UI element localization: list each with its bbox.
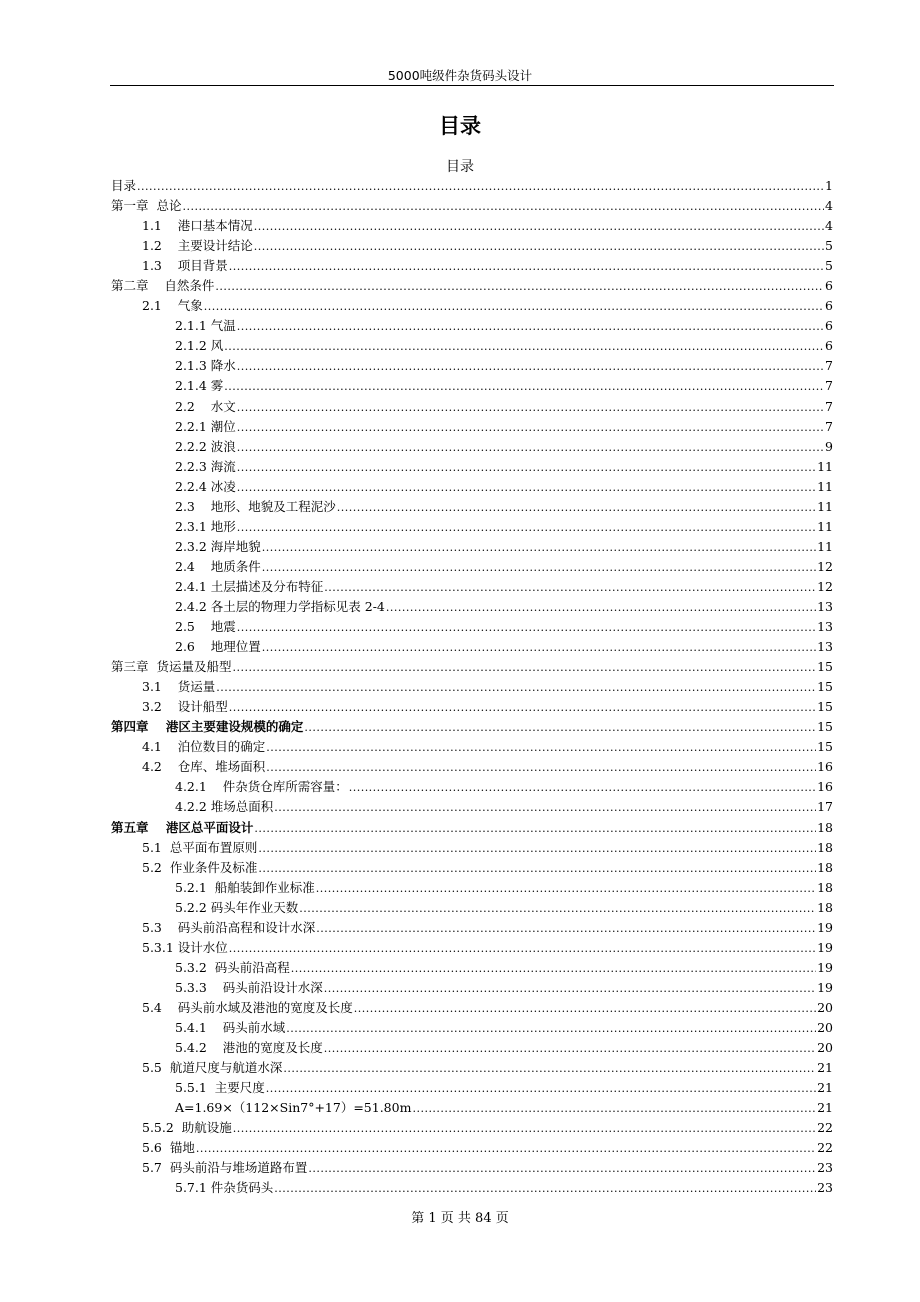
- header-divider: [110, 85, 834, 86]
- toc-leader-dots: [386, 598, 816, 617]
- toc-entry-page: 5: [825, 258, 833, 274]
- toc-leader-dots: [254, 217, 824, 236]
- toc-entry-label: 4.1 泊位数目的确定: [142, 739, 266, 755]
- toc-entry-label: 4.2.1 件杂货仓库所需容量：: [175, 779, 348, 795]
- toc-entry-label: 2.2.3 海流: [175, 458, 236, 474]
- toc-leader-dots: [237, 357, 824, 376]
- toc-entry-page: 22: [817, 1120, 833, 1136]
- toc-entry-label: 2.2.2 波浪: [175, 438, 236, 454]
- toc-leader-dots: [304, 718, 816, 737]
- toc-leader-dots: [237, 418, 824, 437]
- toc-leader-dots: [237, 458, 816, 477]
- toc-entry-page: 4: [825, 218, 833, 234]
- toc-leader-dots: [349, 778, 816, 797]
- toc-entry[interactable]: [111, 998, 833, 1018]
- toc-entry-page: 15: [817, 679, 833, 695]
- toc-entry[interactable]: [111, 717, 833, 737]
- toc-entry-label: 4.2 仓库、堆场面积: [142, 759, 266, 775]
- toc-leader-dots: [237, 618, 816, 637]
- toc-entry-page: 11: [817, 478, 833, 494]
- toc-entry-label: 5.2 作业条件及标准: [142, 859, 258, 875]
- toc-entry[interactable]: [111, 838, 833, 858]
- toc-leader-dots: [337, 498, 816, 517]
- toc-entry-page: 20: [817, 1019, 833, 1035]
- toc-entry[interactable]: [111, 256, 833, 276]
- toc-entry[interactable]: [111, 958, 833, 978]
- toc-entry-label: 5.3.1 设计水位: [142, 939, 228, 955]
- toc-entry[interactable]: [111, 797, 833, 817]
- toc-entry[interactable]: [111, 1058, 833, 1078]
- toc-entry-page: 17: [817, 799, 833, 815]
- toc-entry[interactable]: [111, 1078, 833, 1098]
- toc-entry-page: 6: [825, 318, 833, 334]
- toc-entry[interactable]: [111, 517, 833, 537]
- toc-leader-dots: [196, 1139, 816, 1158]
- toc-entry[interactable]: [111, 176, 833, 196]
- toc-entry-label: 5.5.2 助航设施: [142, 1120, 232, 1136]
- toc-leader-dots: [266, 758, 816, 777]
- toc-entry-label: 1.2 主要设计结论: [142, 238, 253, 254]
- toc-entry[interactable]: [111, 1178, 833, 1198]
- toc-entry-page: 19: [817, 939, 833, 955]
- toc-entry-label: 5.1 总平面布置原则: [142, 839, 258, 855]
- toc-entry-page: 6: [825, 298, 833, 314]
- toc-caption: 目录: [446, 159, 474, 175]
- toc-entry[interactable]: [111, 1098, 833, 1118]
- toc-entry-label: 第三章 货运量及船型: [111, 659, 232, 675]
- toc-entry[interactable]: [111, 437, 833, 457]
- toc-leader-dots: [237, 438, 824, 457]
- toc-leader-dots: [324, 1039, 816, 1058]
- toc-entry-label: 2.4.2 各土层的物理力学指标见表 2-4: [175, 598, 385, 614]
- toc-entry[interactable]: [111, 818, 833, 838]
- toc-entry-label: 第二章 自然条件: [111, 278, 215, 294]
- toc-entry-page: 12: [817, 578, 833, 594]
- toc-leader-dots: [204, 297, 824, 316]
- toc-entry-label: 第四章 港区主要建设规模的确定: [111, 719, 304, 735]
- page-footer: 第 1 页 共 84 页: [411, 1211, 509, 1226]
- toc-entry-label: 2.1.3 降水: [175, 358, 236, 374]
- toc-entry-page: 23: [817, 1180, 833, 1196]
- toc-entry[interactable]: [111, 457, 833, 477]
- toc-leader-dots: [233, 1119, 816, 1138]
- page-title: 目录: [439, 114, 481, 138]
- toc-entry-label: 5.4 码头前水域及港池的宽度及长度: [142, 999, 353, 1015]
- toc-leader-dots: [262, 558, 816, 577]
- toc-entry[interactable]: [111, 236, 833, 256]
- toc-leader-dots: [229, 257, 824, 276]
- toc-leader-dots: [412, 1099, 816, 1118]
- toc-entry-page: 13: [817, 639, 833, 655]
- toc-entry-page: 18: [817, 839, 833, 855]
- toc-entry-page: 11: [817, 518, 833, 534]
- toc-entry-label: 5.5.1 主要尺度: [175, 1080, 265, 1096]
- toc-entry-label: 2.4.1 土层描述及分布特征: [175, 578, 324, 594]
- toc-entry-label: 2.2.1 潮位: [175, 418, 236, 434]
- toc-leader-dots: [316, 879, 816, 898]
- toc-entry-page: 21: [817, 1100, 833, 1116]
- toc-entry-page: 23: [817, 1160, 833, 1176]
- toc-entry[interactable]: [111, 417, 833, 437]
- toc-entry[interactable]: [111, 196, 833, 216]
- toc-entry-page: 15: [817, 719, 833, 735]
- toc-entry-page: 20: [817, 999, 833, 1015]
- toc-entry-page: 15: [817, 659, 833, 675]
- toc-entry-page: 13: [817, 598, 833, 614]
- toc-leader-dots: [324, 578, 816, 597]
- toc-entry[interactable]: [111, 397, 833, 417]
- toc-entry[interactable]: [111, 557, 833, 577]
- toc-entry[interactable]: [111, 978, 833, 998]
- toc-leader-dots: [237, 398, 824, 417]
- toc-leader-dots: [274, 1179, 816, 1198]
- toc-entry-label: 5.5 航道尺度与航道水深: [142, 1060, 283, 1076]
- toc-entry-page: 22: [817, 1140, 833, 1156]
- toc-leader-dots: [215, 277, 824, 296]
- toc-entry-label: 2.5 地震: [175, 619, 236, 635]
- toc-entry-label: 2.1.1 气温: [175, 318, 236, 334]
- toc-entry[interactable]: [111, 477, 833, 497]
- toc-entry-page: 11: [817, 498, 833, 514]
- toc-entry-label: 2.2 水文: [175, 398, 236, 414]
- toc-entry-label: 5.6 锚地: [142, 1140, 195, 1156]
- toc-entry-label: A=1.69×（112×Sin7°+17）=51.80m: [175, 1100, 412, 1116]
- toc-entry[interactable]: [111, 757, 833, 777]
- toc-entry[interactable]: [111, 537, 833, 557]
- toc-entry[interactable]: [111, 597, 833, 617]
- toc-leader-dots: [291, 959, 816, 978]
- toc-entry-label: 5.7.1 件杂货码头: [175, 1180, 274, 1196]
- toc-entry[interactable]: [111, 617, 833, 637]
- toc-entry-label: 第一章 总论: [111, 198, 182, 214]
- toc-entry[interactable]: [111, 918, 833, 938]
- toc-entry-page: 18: [817, 879, 833, 895]
- toc-entry-label: 1.3 项目背景: [142, 258, 228, 274]
- toc-entry-page: 6: [825, 278, 833, 294]
- toc-leader-dots: [224, 337, 824, 356]
- toc-entry[interactable]: [111, 1158, 833, 1178]
- toc-entry-page: 19: [817, 919, 833, 935]
- toc-entry-label: 第五章 港区总平面设计: [111, 819, 254, 835]
- toc-entry-label: 5.2.2 码头年作业天数: [175, 899, 299, 915]
- toc-entry[interactable]: [111, 216, 833, 236]
- toc-entry-page: 16: [817, 779, 833, 795]
- toc-leader-dots: [299, 899, 816, 918]
- toc-entry[interactable]: [111, 898, 833, 918]
- toc-entry-label: 2.4 地质条件: [175, 558, 261, 574]
- toc-entry[interactable]: [111, 878, 833, 898]
- toc-entry-page: 1: [825, 178, 833, 193]
- toc-entry-page: 7: [825, 358, 833, 374]
- toc-entry-page: 4: [825, 198, 833, 214]
- toc-entry[interactable]: [111, 1118, 833, 1138]
- toc-entry-page: 20: [817, 1040, 833, 1056]
- toc-leader-dots: [274, 798, 816, 817]
- toc-entry-page: 19: [817, 979, 833, 995]
- toc-entry-label: 2.3 地形、地貌及工程泥沙: [175, 498, 336, 514]
- toc-leader-dots: [283, 1059, 816, 1078]
- toc-entry-label: 5.3 码头前沿高程和设计水深: [142, 919, 316, 935]
- toc-entry-page: 19: [817, 959, 833, 975]
- toc-leader-dots: [258, 859, 816, 878]
- toc-entry-label: 4.2.2 堆场总面积: [175, 799, 274, 815]
- toc-leader-dots: [137, 177, 824, 196]
- toc-entry-page: 18: [817, 899, 833, 915]
- toc-entry-page: 7: [825, 398, 833, 414]
- toc-leader-dots: [224, 377, 824, 396]
- toc-entry[interactable]: [111, 697, 833, 717]
- toc-entry-label: 2.3.2 海岸地貌: [175, 538, 261, 554]
- toc-entry[interactable]: [111, 497, 833, 517]
- toc-entry-page: 7: [825, 378, 833, 394]
- toc-entry-label: 2.1 气象: [142, 298, 203, 314]
- toc-entry[interactable]: [111, 858, 833, 878]
- running-header: 5000吨级件杂货码头设计: [387, 68, 533, 83]
- toc-leader-dots: [258, 839, 816, 858]
- toc-entry-page: 18: [817, 819, 833, 835]
- toc-entry-label: 5.7 码头前沿与堆场道路布置: [142, 1160, 308, 1176]
- toc-entry[interactable]: [111, 677, 833, 697]
- toc-leader-dots: [232, 658, 816, 677]
- toc-entry[interactable]: [111, 1138, 833, 1158]
- toc-leader-dots: [354, 999, 816, 1018]
- toc-leader-dots: [254, 237, 824, 256]
- toc-entry-label: 2.6 地理位置: [175, 639, 261, 655]
- toc-leader-dots: [308, 1159, 816, 1178]
- toc-entry-page: 15: [817, 739, 833, 755]
- toc-leader-dots: [182, 197, 824, 216]
- toc-leader-dots: [324, 979, 816, 998]
- toc-leader-dots: [237, 478, 816, 497]
- toc-entry-page: 21: [817, 1080, 833, 1096]
- toc-entry-label: 3.1 货运量: [142, 679, 216, 695]
- toc-leader-dots: [262, 538, 816, 557]
- toc-entry[interactable]: [111, 1018, 833, 1038]
- toc-entry-label: 5.4.1 码头前水域: [175, 1019, 286, 1035]
- toc-entry-label: 2.1.4 雾: [175, 378, 224, 394]
- toc-entry[interactable]: [111, 276, 833, 296]
- toc-entry-page: 7: [825, 418, 833, 434]
- toc-leader-dots: [229, 698, 816, 717]
- toc-entry[interactable]: [111, 577, 833, 597]
- toc-entry[interactable]: [111, 376, 833, 396]
- toc-entry[interactable]: [111, 777, 833, 797]
- toc-leader-dots: [266, 1079, 816, 1098]
- toc-entry-page: 15: [817, 699, 833, 715]
- toc-leader-dots: [266, 738, 816, 757]
- toc-entry-label: 5.3.3 码头前沿设计水深: [175, 979, 323, 995]
- toc-entry-page: 11: [817, 538, 833, 554]
- toc-leader-dots: [316, 919, 816, 938]
- toc-leader-dots: [237, 518, 816, 537]
- toc-entry-page: 5: [825, 238, 833, 254]
- toc-leader-dots: [262, 638, 816, 657]
- toc-entry[interactable]: [111, 657, 833, 677]
- toc-entry[interactable]: [111, 316, 833, 336]
- toc-entry-label: 5.2.1 船舶装卸作业标准: [175, 879, 315, 895]
- toc-entry[interactable]: [111, 737, 833, 757]
- toc-entry[interactable]: [111, 938, 833, 958]
- toc-entry-page: 6: [825, 338, 833, 354]
- toc-leader-dots: [216, 678, 816, 697]
- table-of-contents: [111, 176, 833, 1198]
- toc-entry-label: 2.2.4 冰凌: [175, 478, 236, 494]
- toc-entry-label: 2.3.1 地形: [175, 518, 236, 534]
- toc-entry-label: 1.1 港口基本情况: [142, 218, 253, 234]
- toc-entry-label: 2.1.2 风: [175, 338, 224, 354]
- toc-entry[interactable]: [111, 296, 833, 316]
- toc-entry[interactable]: [111, 356, 833, 376]
- toc-entry-page: 9: [825, 438, 833, 454]
- toc-leader-dots: [254, 819, 816, 838]
- toc-leader-dots: [229, 939, 816, 958]
- toc-entry-page: 12: [817, 558, 833, 574]
- toc-entry-label: 5.3.2 码头前沿高程: [175, 959, 290, 975]
- toc-entry-page: 21: [817, 1060, 833, 1076]
- toc-leader-dots: [286, 1019, 816, 1038]
- toc-entry-page: 16: [817, 759, 833, 775]
- toc-entry[interactable]: [111, 637, 833, 657]
- toc-entry-page: 13: [817, 619, 833, 635]
- toc-entry-page: 11: [817, 458, 833, 474]
- toc-entry[interactable]: [111, 1038, 833, 1058]
- toc-entry-label: 3.2 设计船型: [142, 699, 228, 715]
- toc-entry-label: 目录: [111, 178, 137, 193]
- toc-entry[interactable]: [111, 336, 833, 356]
- toc-entry-page: 18: [817, 859, 833, 875]
- toc-entry-label: 5.4.2 港池的宽度及长度: [175, 1040, 323, 1056]
- toc-leader-dots: [237, 317, 824, 336]
